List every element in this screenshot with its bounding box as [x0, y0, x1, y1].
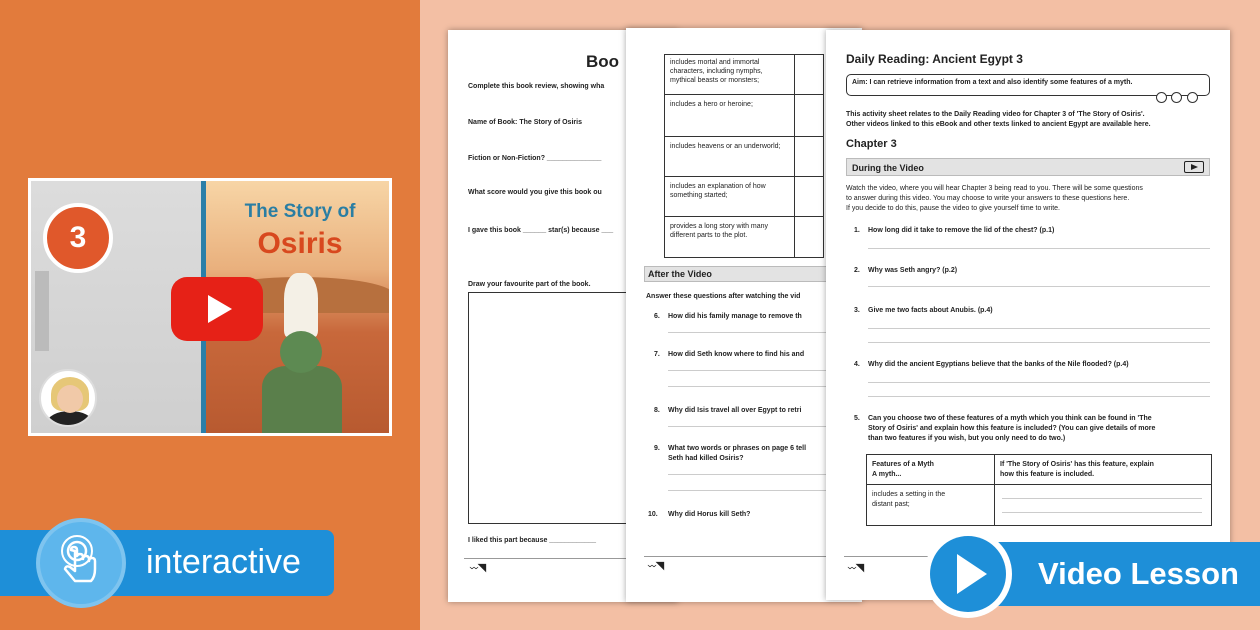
twinkl-logo: 〰◥ [470, 564, 486, 573]
play-icon[interactable] [924, 530, 1012, 618]
question-number: 8. [654, 407, 660, 414]
sheet1-line: Complete this book review, showing wha [468, 83, 605, 90]
during-text: to answer during this video. You may choose to write your answers to these questions here. [846, 195, 1130, 202]
table-divider [664, 136, 824, 137]
question-number: 2. [854, 267, 860, 274]
play-triangle [957, 554, 987, 594]
sheet1-line: I gave this book ______ star(s) because ___ [468, 227, 614, 234]
chapter-heading: Chapter 3 [846, 138, 897, 150]
during-text: If you decide to do this, pause the video to give yourself time to write. [846, 205, 1061, 212]
table-head-left: A myth... [872, 471, 902, 478]
twinkl-logo: 〰◥ [848, 564, 864, 573]
self-assessment-circles [1156, 90, 1198, 108]
table-row-text: includes mortal and immortal characters, including nymphs, mythical beasts or monsters; [670, 59, 763, 84]
question-text: Seth had killed Osiris? [668, 455, 744, 462]
table-row-text: includes a hero or heroine; [670, 101, 753, 108]
video-thumbnail[interactable] [28, 178, 392, 436]
osiris-face-illustration [280, 331, 322, 373]
question-text: Why did the ancient Egyptians believe that the banks of the Nile flooded? (p.4) [868, 361, 1129, 368]
question-number: 9. [654, 445, 660, 452]
touch-hand-icon [36, 518, 126, 608]
osiris-body-illustration [262, 366, 342, 436]
table-head-right: If 'The Story of Osiris' has this feature, explain [1000, 461, 1154, 468]
twinkl-logo: 〰◥ [648, 562, 664, 571]
table-divider [664, 94, 824, 95]
table-column-line [794, 54, 795, 258]
sheet1-line: What score would you give this book ou [468, 189, 602, 196]
question-text: Story of Osiris' and explain how this feature is included? (You can give details of more [868, 425, 1156, 432]
answer-line [868, 286, 1210, 287]
video-lesson-label: Video Lesson [1038, 556, 1239, 591]
table-divider [664, 216, 824, 217]
osiris-crown-illustration [284, 273, 318, 337]
answer-line [868, 248, 1210, 249]
answer-line [868, 396, 1210, 397]
chapter-badge: 3 [43, 203, 113, 273]
table-divider [664, 176, 824, 177]
after-video-heading: After the Video [648, 269, 712, 279]
table-column-line [994, 454, 995, 526]
after-video-intro: Answer these questions after watching the vid [646, 293, 801, 300]
table-head-right: how this feature is included. [1000, 471, 1095, 478]
sheet1-line: Name of Book: The Story of Osiris [468, 119, 582, 126]
play-icon-inner [930, 536, 1006, 612]
table-row-text: provides a long story with many different parts to the plot. [670, 223, 769, 239]
answer-line [1002, 498, 1202, 499]
question-text: Why did Isis travel all over Egypt to retri [668, 407, 802, 414]
during-video-heading: During the Video [852, 163, 924, 173]
sheet3-title: Daily Reading: Ancient Egypt 3 [846, 52, 1023, 66]
question-text: Can you choose two of these features of a myth which you think can be found in 'The [868, 415, 1152, 422]
question-text: Give me two facts about Anubis. (p.4) [868, 307, 993, 314]
aim-text: Aim: I can retrieve information from a text and also identify some features of a myth. [852, 79, 1133, 86]
question-number: 6. [654, 313, 660, 320]
table-row-text: includes an explanation of how something started; [670, 183, 766, 199]
question-text: How did his family manage to remove th [668, 313, 802, 320]
table-row-text: includes heavens or an underworld; [670, 143, 781, 150]
worksheet-daily-reading [826, 30, 1230, 600]
intro-text: This activity sheet relates to the Daily Reading video for Chapter 3 of 'The Story of Osiris'. [846, 111, 1145, 118]
question-number: 1. [854, 227, 860, 234]
presenter-avatar [39, 369, 97, 427]
table-divider [866, 484, 1212, 485]
intro-text: Other videos linked to this eBook and other texts linked to ancient Egypt are available here. [846, 121, 1151, 128]
answer-line [1002, 512, 1202, 513]
video-icon [1184, 161, 1204, 173]
sheet1-line: Draw your favourite part of the book. [468, 281, 591, 288]
question-number: 3. [854, 307, 860, 314]
cover-title-line1: The Story of [244, 201, 356, 222]
question-text: How long did it take to remove the lid of the chest? (p.1) [868, 227, 1055, 234]
table-row-text: distant past; [872, 501, 910, 508]
question-number: 7. [654, 351, 660, 358]
answer-line [868, 342, 1210, 343]
cover-title-line2: Osiris [257, 227, 343, 260]
answer-line [868, 328, 1210, 329]
table-row-text: includes a setting in the [872, 491, 946, 498]
thumbnail-frame [31, 181, 389, 433]
question-number: 5. [854, 415, 860, 422]
answer-line [868, 382, 1210, 383]
during-text: Watch the video, where you will hear Chapter 3 being read to you. There will be some questions [846, 185, 1143, 192]
table-head-left: Features of a Myth [872, 461, 934, 468]
interactive-label: interactive [146, 543, 301, 581]
question-text: What two words or phrases on page 6 tell [668, 445, 807, 452]
play-triangle [208, 295, 232, 323]
avatar-face [57, 385, 83, 413]
sheet1-line: I liked this part because ____________ [468, 537, 597, 544]
avatar-shirt [47, 411, 93, 427]
question-text: How did Seth know where to find his and [668, 351, 805, 358]
question-text: Why was Seth angry? (p.2) [868, 267, 958, 274]
question-text: than two features if you wish, but you only need to do two.) [868, 435, 1066, 442]
footer-rule [644, 556, 854, 557]
slide-edge [35, 271, 49, 351]
question-text: Why did Horus kill Seth? [668, 511, 751, 518]
question-number: 4. [854, 361, 860, 368]
youtube-play-icon[interactable] [171, 277, 263, 341]
sheet1-line: Fiction or Non-Fiction? ______________ [468, 155, 602, 162]
question-number: 10. [648, 511, 658, 518]
sheet1-title: Boo [586, 52, 620, 71]
